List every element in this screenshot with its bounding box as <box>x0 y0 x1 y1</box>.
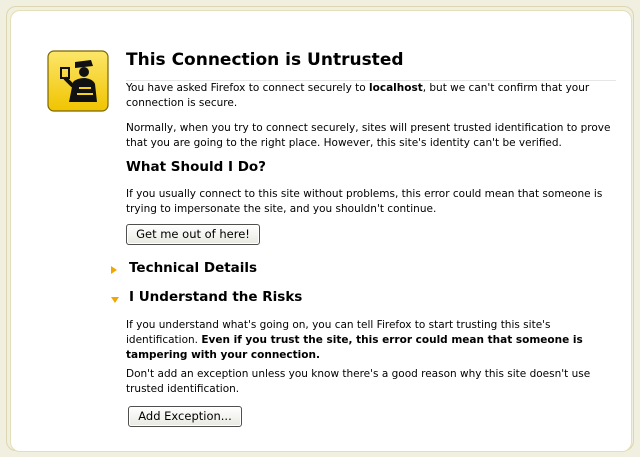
host-name: localhost <box>369 82 423 94</box>
normally-text: Normally, when you try to connect securely, sites will present trusted identification to prove that you are going to the right place. However, this site's identity can't be verified. <box>126 122 611 149</box>
get-me-out-button[interactable]: Get me out of here! <box>126 224 260 245</box>
page-title: This Connection is Untrusted <box>126 48 616 81</box>
add-exception-button[interactable]: Add Exception... <box>128 406 242 427</box>
what-should-i-do-text: If you usually connect to this site without problems, this error could mean that someone is trying to impersonate the site, and you shouldn't continue. <box>126 188 603 215</box>
dont-add-text: Don't add an exception unless you know there's a good reason why this site doesn't use trusted identification. <box>126 368 591 395</box>
intro-before: You have asked Firefox to connect securely to <box>126 82 370 94</box>
technical-details-label: Technical Details <box>129 260 258 276</box>
risks-before: If you understand what's going on, you can tell Firefox to start trusting this site's identification. <box>126 319 551 346</box>
risks-text <box>126 318 616 363</box>
triangle-down-icon <box>111 297 119 303</box>
intro-after: , but we can't confirm that your connection is secure. <box>126 82 590 109</box>
triangle-right-icon <box>111 266 117 274</box>
understand-risks-label: I Understand the Risks <box>129 289 303 305</box>
main-content <box>126 48 616 423</box>
error-card <box>10 10 632 452</box>
police-officer-warning-icon <box>47 50 109 112</box>
risks-warning-bold: Even if you trust the site, this error could mean that someone is tampering with your connection. <box>126 334 583 361</box>
intro-text <box>126 81 616 111</box>
what-should-i-do-heading: What Should I Do? <box>126 159 267 175</box>
